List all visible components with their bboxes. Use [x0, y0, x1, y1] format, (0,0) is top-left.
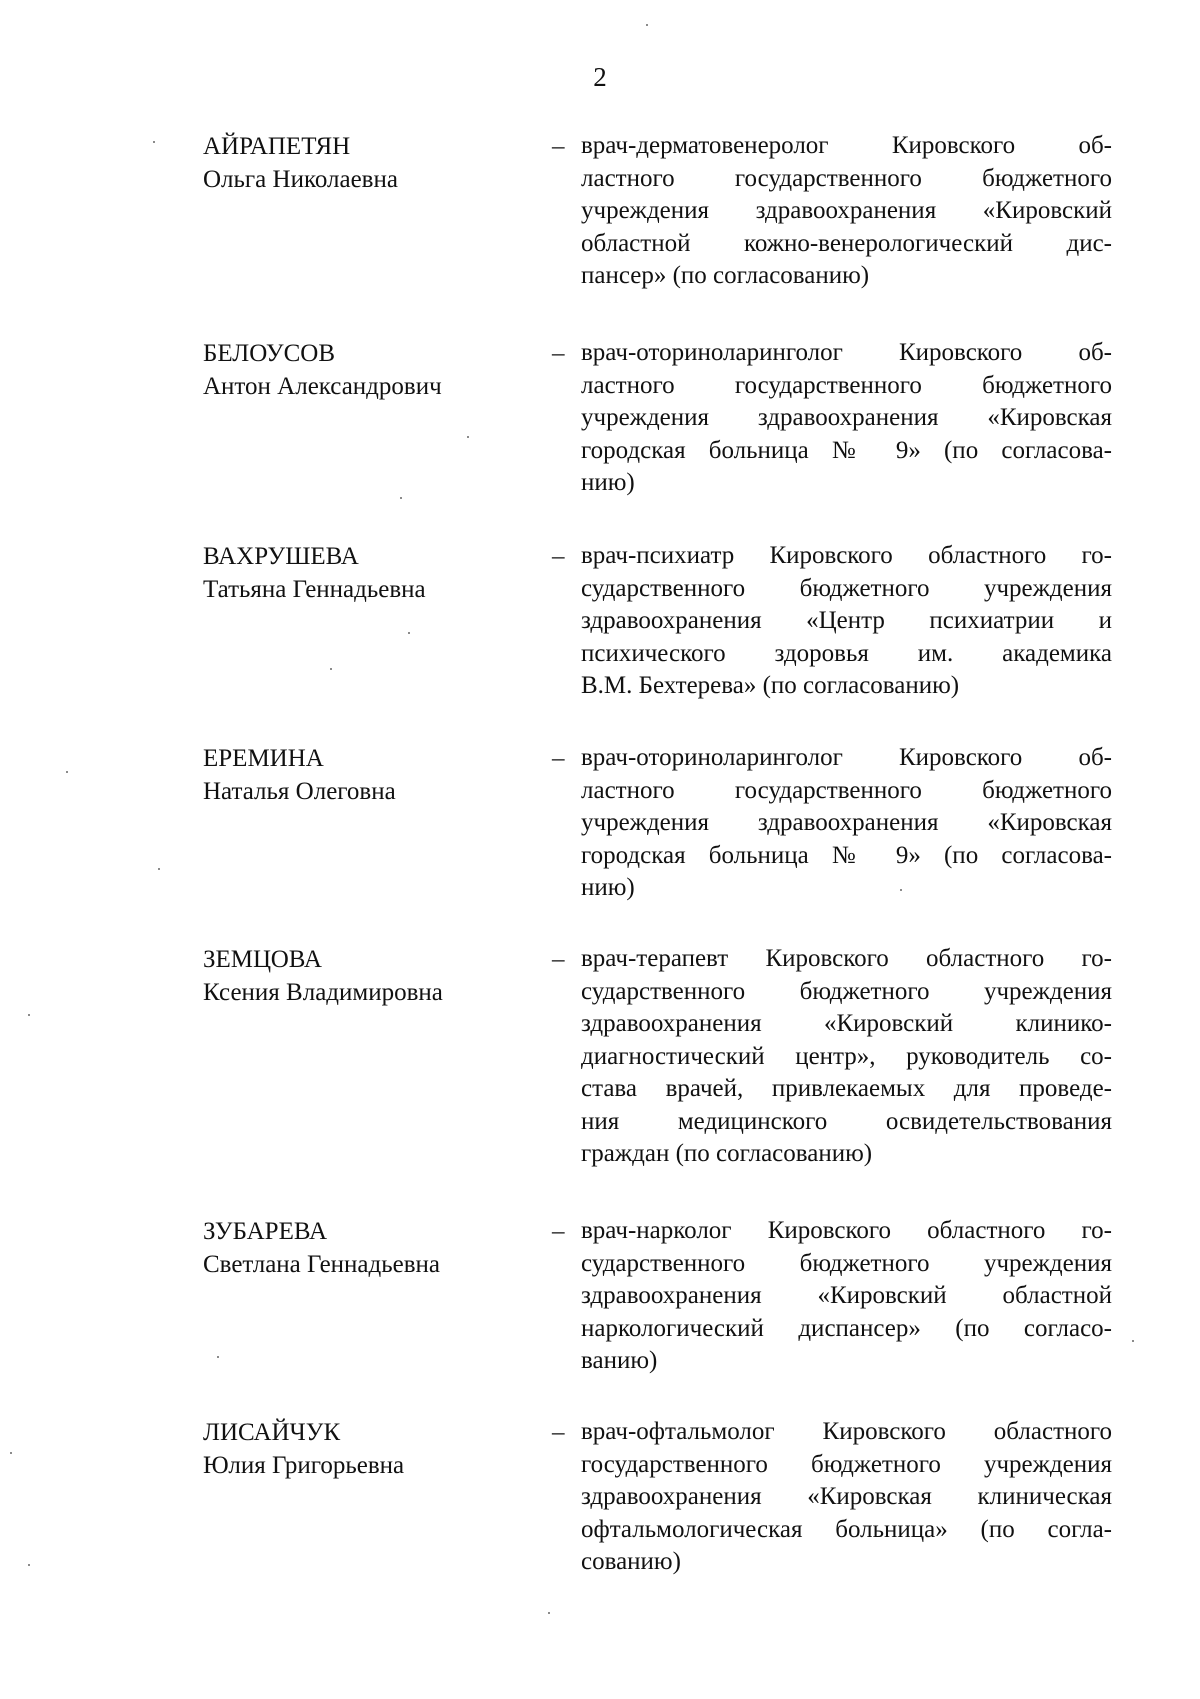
scan-speck — [330, 668, 332, 670]
description-line: става врачей, привлекаемых для проведе- — [581, 1075, 1112, 1102]
entry-dash: – — [552, 946, 565, 973]
member-given-name: Антон Александрович — [203, 373, 442, 400]
description-line: врач-нарколог Кировского областного го- — [581, 1217, 1112, 1244]
description-line: врач-офтальмолог Кировского областного — [581, 1418, 1112, 1445]
description-line: диагностический центр», руководитель со- — [581, 1042, 1112, 1070]
member-description — [581, 130, 1112, 293]
description-line: здравоохранения «Кировская клиническая — [581, 1483, 1112, 1510]
description-line: ластного государственного бюджетного — [581, 776, 1112, 804]
entry-dash: – — [552, 133, 565, 160]
member-surname: АЙРАПЕТЯН — [203, 133, 351, 160]
description-line: врач-терапевт Кировского областного го- — [581, 945, 1112, 972]
member-surname: ЗЕМЦОВА — [203, 946, 322, 973]
member-given-name: Юлия Григорьевна — [203, 1452, 405, 1479]
description-line: ния медицинского освидетельствования — [581, 1107, 1112, 1135]
description-line: ванию) — [581, 1347, 658, 1374]
member-name — [203, 337, 523, 403]
member-name — [203, 742, 523, 808]
member-name — [203, 1215, 523, 1281]
member-surname: ЕРЕМИНА — [203, 745, 324, 772]
member-surname: ЗУБАРЕВА — [203, 1218, 328, 1245]
description-line: областной кожно-венерологический дис- — [581, 229, 1112, 257]
description-line: В.М. Бехтерева» (по согласованию) — [581, 672, 960, 699]
description-line: городская больница № 9» (по согласова- — [581, 841, 1112, 869]
scan-speck — [400, 497, 402, 499]
scan-speck — [28, 1014, 30, 1016]
entry-dash: – — [552, 543, 565, 570]
member-name — [203, 130, 523, 196]
description-line: пансер» (по согласованию) — [581, 262, 870, 289]
description-line: здравоохранения «Кировский клинико- — [581, 1010, 1112, 1037]
description-line: здравоохранения «Центр психиатрии и — [581, 607, 1112, 634]
description-line: нию) — [581, 874, 635, 901]
description-line: наркологический диспансер» (по согласо- — [581, 1314, 1112, 1342]
scan-speck — [10, 1452, 12, 1454]
description-line: учреждения здравоохранения «Кировская — [581, 809, 1112, 836]
description-line: сованию) — [581, 1548, 681, 1575]
member-name — [203, 943, 523, 1009]
scan-speck — [646, 24, 648, 26]
entry-dash: – — [552, 745, 565, 772]
scan-speck — [408, 632, 410, 634]
member-given-name: Татьяна Геннадьевна — [203, 576, 426, 603]
page-number: 2 — [593, 62, 607, 92]
member-surname: ЛИСАЙЧУК — [203, 1419, 341, 1446]
description-line: учреждения здравоохранения «Кировский — [581, 197, 1112, 224]
description-line: офтальмологическая больница» (по согла- — [581, 1515, 1112, 1543]
member-given-name: Светлана Геннадьевна — [203, 1251, 441, 1278]
scan-speck — [900, 889, 902, 891]
description-line: учреждения здравоохранения «Кировская — [581, 404, 1112, 431]
scan-speck — [548, 1612, 550, 1614]
member-description — [581, 337, 1112, 500]
member-given-name: Ольга Николаевна — [203, 166, 398, 193]
member-surname: БЕЛОУСОВ — [203, 340, 336, 367]
entry-dash: – — [552, 1218, 565, 1245]
entry-dash: – — [552, 340, 565, 367]
member-description — [581, 742, 1112, 905]
member-given-name: Ксения Владимировна — [203, 979, 443, 1006]
scan-speck — [66, 771, 68, 773]
description-line: ластного государственного бюджетного — [581, 164, 1112, 192]
description-line: сударственного бюджетного учреждения — [581, 574, 1112, 602]
description-line: здравоохранения «Кировский областной — [581, 1282, 1112, 1309]
scan-speck — [1132, 1340, 1134, 1342]
description-line: граждан (по согласованию) — [581, 1140, 873, 1167]
scan-speck — [467, 436, 469, 438]
description-line: сударственного бюджетного учреждения — [581, 1249, 1112, 1277]
description-line: врач-оториноларинголог Кировского об- — [581, 744, 1112, 771]
description-line: врач-психиатр Кировского областного го- — [581, 542, 1112, 569]
member-description — [581, 1215, 1112, 1378]
description-line: городская больница № 9» (по согласова- — [581, 436, 1112, 464]
member-description — [581, 540, 1112, 703]
description-line: ластного государственного бюджетного — [581, 371, 1112, 399]
description-line: государственного бюджетного учреждения — [581, 1450, 1112, 1478]
scan-speck — [158, 868, 160, 870]
description-line: нию) — [581, 469, 635, 496]
member-name — [203, 540, 523, 606]
member-description — [581, 943, 1112, 1171]
scan-speck — [28, 1564, 30, 1566]
description-line: врач-оториноларинголог Кировского об- — [581, 339, 1112, 366]
entry-dash: – — [552, 1419, 565, 1446]
scan-speck — [217, 1356, 219, 1358]
description-line: психического здоровья им. академика — [581, 639, 1112, 667]
member-name — [203, 1416, 523, 1482]
description-line: сударственного бюджетного учреждения — [581, 977, 1112, 1005]
description-line: врач-дерматовенеролог Кировского об- — [581, 132, 1112, 159]
member-description — [581, 1416, 1112, 1579]
member-given-name: Наталья Олеговна — [203, 778, 396, 805]
member-surname: ВАХРУШЕВА — [203, 543, 359, 570]
scan-speck — [153, 141, 155, 143]
